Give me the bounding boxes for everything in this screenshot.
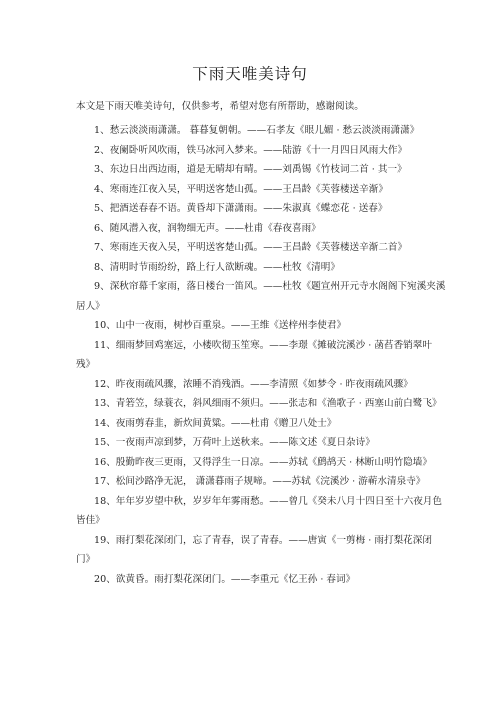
poem-line — [76, 433, 446, 453]
poem-line — [76, 492, 446, 531]
poem-text: 3、东边日出西边雨，道是无晴却有晴。——刘禹锡《竹枝词二首 · 其一》 — [94, 164, 407, 175]
poem-text: 6、随风潜入夜，润物细无声。——杜甫《春夜喜雨》 — [94, 222, 321, 234]
poem-line — [76, 160, 446, 180]
poem-text: 9、深秋帘幕千家雨，落日楼台一笛风。——杜牧《题宣州开元寺水阁阁下宛溪夹溪居人》 — [76, 281, 446, 312]
poem-text: 11、细雨梦回鸡塞远，小楼吹彻玉笙寒。——李璟《摊破浣溪沙 · 菡萏香销翠叶残》 — [76, 339, 432, 370]
poem-line — [76, 316, 446, 336]
poem-line — [76, 570, 446, 590]
poem-line — [76, 180, 446, 200]
poem-text: 8、清明时节雨纷纷，路上行人欲断魂。——杜牧《清明》 — [94, 261, 340, 273]
poem-line — [76, 238, 446, 258]
poem-line — [76, 336, 446, 375]
poem-line — [76, 531, 446, 570]
poem-text: 16、殷勤昨夜三更雨，又得浮生一日凉。——苏轼《鹧鸪天 · 林断山明竹隐墙》 — [94, 456, 432, 468]
poem-text: 10、山中一夜雨，树杪百重泉。——王维《送梓州李使君》 — [94, 320, 347, 331]
poem-text: 1、愁云淡淡雨潇潇。 暮暮复朝朝。——石孝友《眼儿媚 · 愁云淡淡雨潇潇》 — [94, 125, 420, 136]
poem-line — [76, 258, 446, 278]
poem-line — [76, 414, 446, 434]
poem-text: 13、青箬笠，绿蓑衣，斜风细雨不须归。——张志和《渔歌子 · 西塞山前白鹭飞》 — [94, 398, 442, 409]
intro-paragraph: 本文是下雨天唯美诗句，仅供参考，希望对您有所帮助，感谢阅读。 — [76, 101, 364, 112]
poem-line — [76, 375, 446, 395]
document-title: 下雨天唯美诗句 — [192, 65, 308, 83]
poem-text: 18、年年岁岁望中秋，岁岁年年雾雨愁。——曾几《癸未八月十四日至十六夜月色皆佳》 — [76, 495, 442, 526]
poem-text: 14、夜雨剪春韭，新炊间黄粱。——杜甫《赠卫八处士》 — [94, 417, 337, 429]
poem-line — [76, 219, 446, 239]
poem-list — [76, 121, 446, 589]
poem-text: 20、欲黄昏。雨打梨花深闭门。——李重元《忆王孙 · 春词》 — [94, 573, 356, 585]
poem-text: 5、把酒送春春不语。黄昏却下潇潇雨。——朱淑真《蝶恋花 · 送春》 — [94, 203, 388, 214]
poem-line — [76, 121, 446, 141]
poem-line — [76, 453, 446, 473]
poem-line — [76, 277, 446, 316]
poem-line — [76, 472, 446, 492]
poem-line — [76, 199, 446, 219]
poem-line — [76, 394, 446, 414]
poem-text: 7、寒雨连天夜入吴，平明送客楚山孤。——王昌龄《芙蓉楼送辛渐二首》 — [94, 242, 408, 253]
poem-text: 12、昨夜雨疏风骤，浓睡不消残酒。——李清照《如梦令 · 昨夜雨疏风骤》 — [94, 378, 413, 390]
poem-text: 15、一夜雨声凉到梦，万荷叶上送秋来。——陈文述《夏日杂诗》 — [94, 437, 375, 448]
poem-line — [76, 141, 446, 161]
poem-text: 19、雨打梨花深闭门，忘了青春，误了青春。——唐寅《一剪梅 · 雨打梨花深闭门》 — [76, 534, 432, 565]
poem-text: 17、松间沙路净无泥， 潇潇暮雨子规啼。——苏轼《浣溪沙 · 游蕲水清泉寺》 — [94, 476, 426, 487]
poem-text: 2、夜阑卧听风吹雨，铁马冰河入梦来。——陆游《十一月四日风雨大作》 — [94, 144, 408, 156]
poem-text: 4、寒雨连江夜入吴，平明送客楚山孤。——王昌龄《芙蓉楼送辛渐》 — [94, 183, 388, 195]
